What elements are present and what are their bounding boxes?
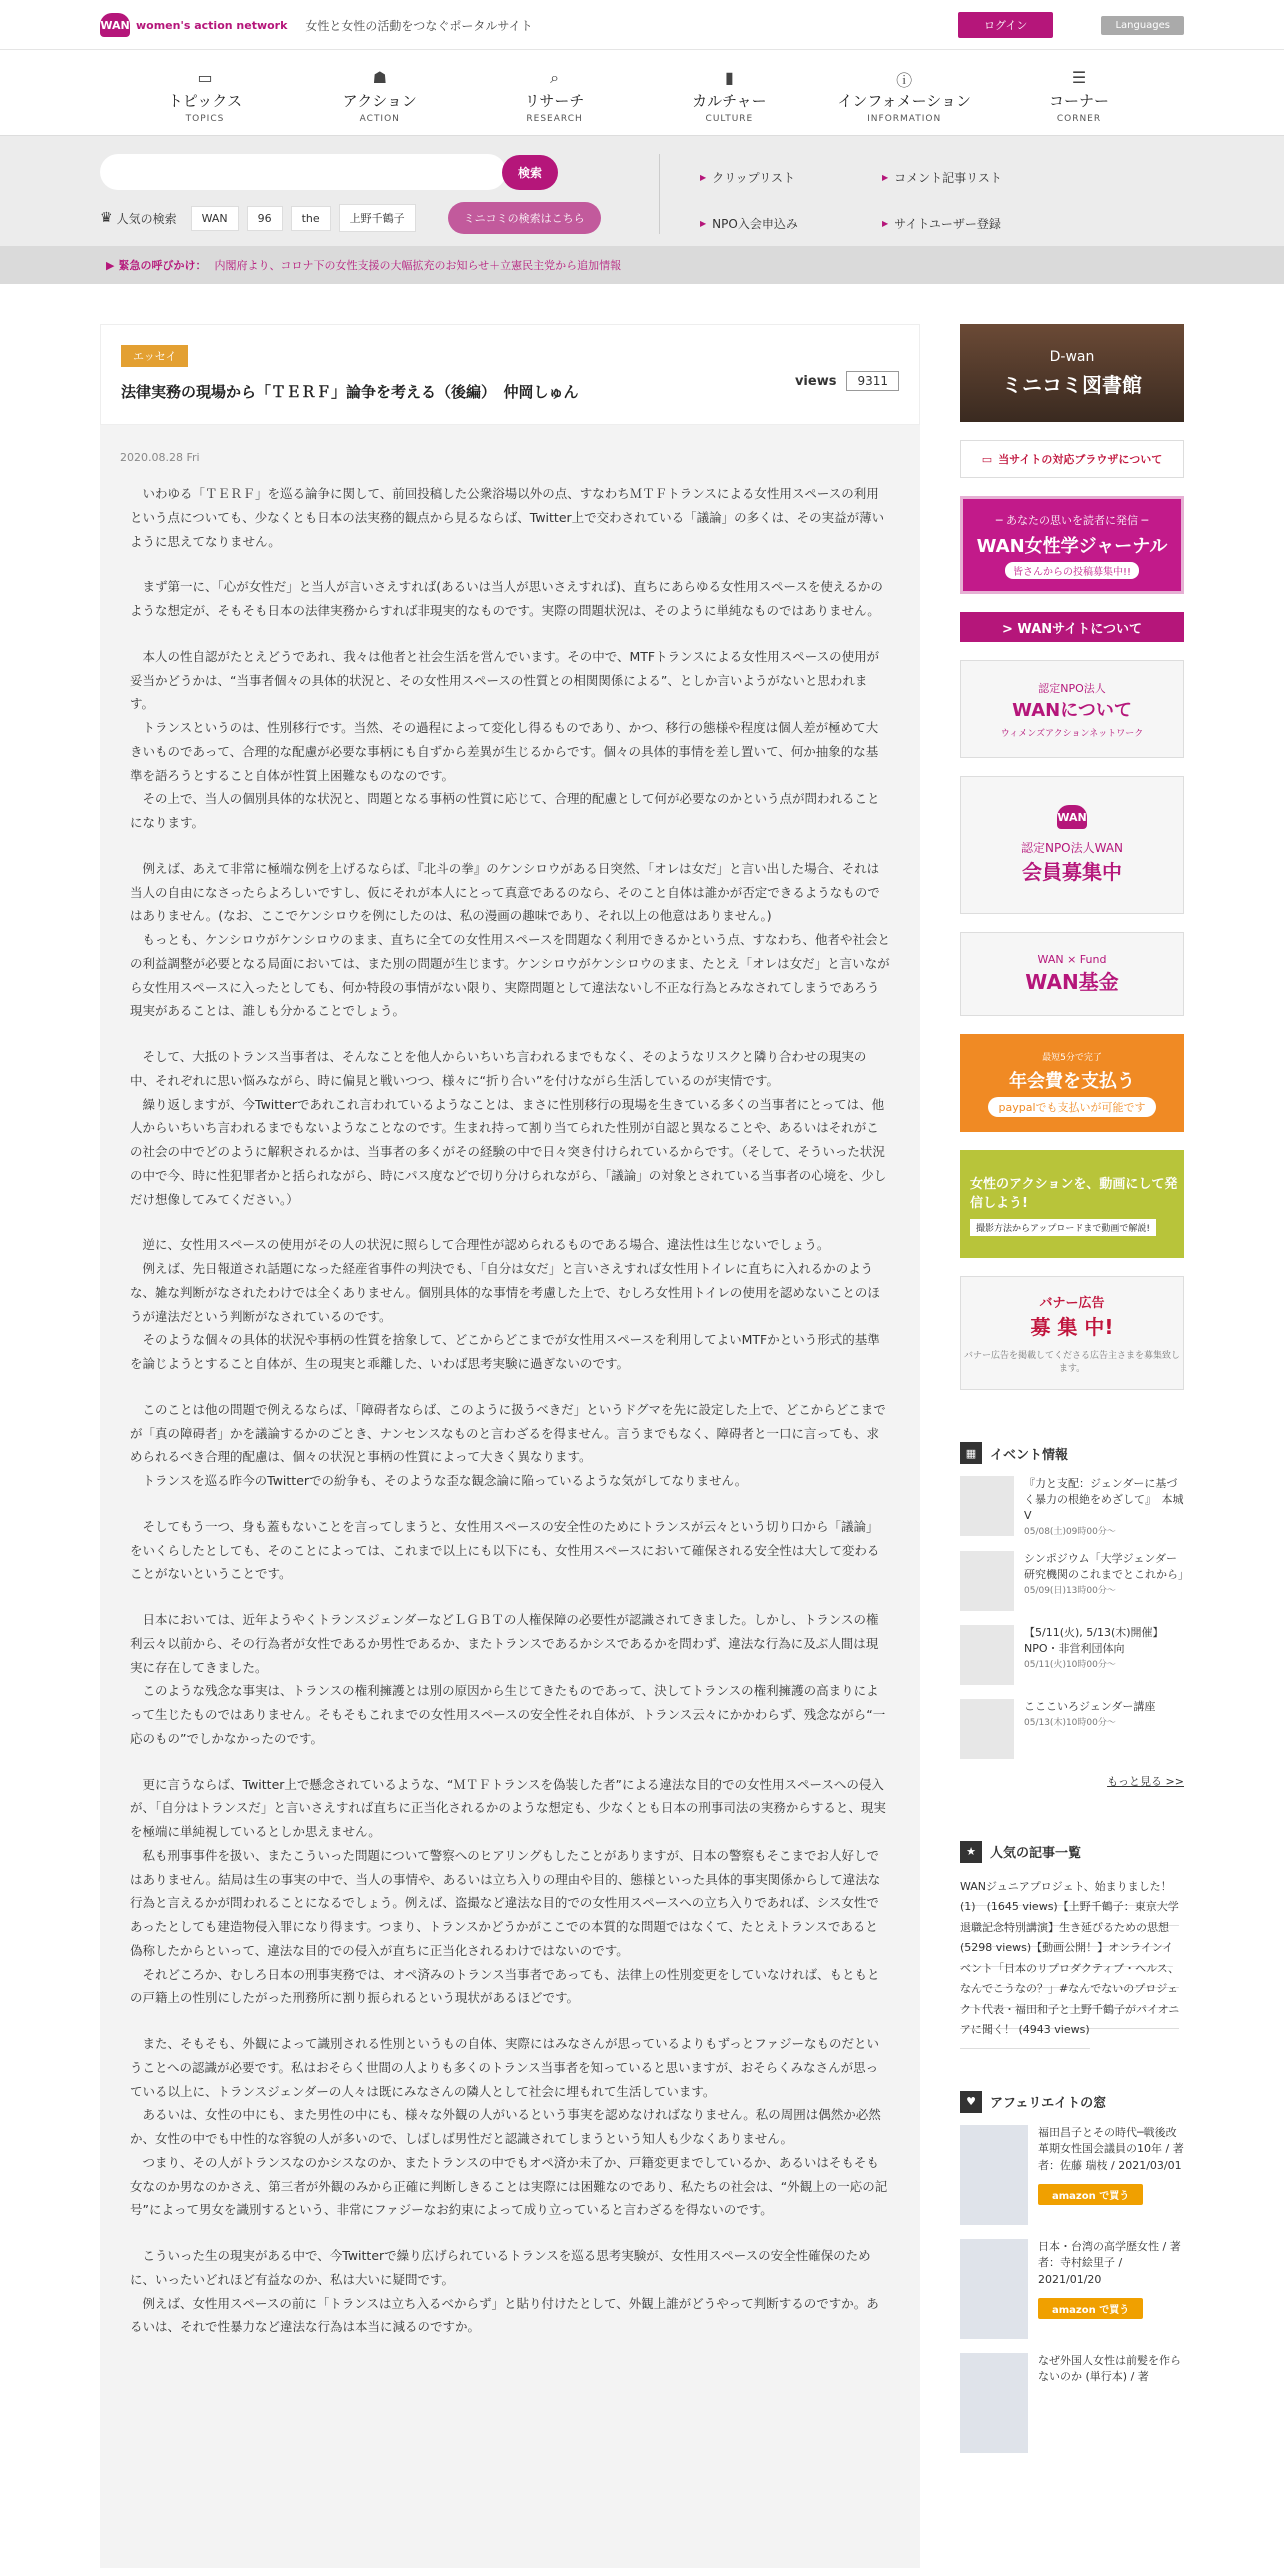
wan-fund-banner[interactable] — [960, 932, 1184, 1016]
event-date: 05/11(火)10時00分～ — [1024, 1659, 1116, 1670]
search-input[interactable] — [100, 154, 506, 190]
nav-sublabel: CULTURE — [705, 114, 754, 124]
nav-sublabel: INFORMATION — [867, 114, 942, 124]
nav-item-research[interactable] — [480, 50, 630, 124]
nav-item-culture[interactable] — [654, 50, 804, 124]
book-cover[interactable] — [960, 2125, 1028, 2225]
npo-caption: ウィメンズアクションネットワーク — [1000, 728, 1144, 739]
quick-links — [660, 154, 1052, 234]
login-button[interactable]: ログイン — [958, 12, 1053, 38]
triangle-icon: ▶ — [700, 172, 707, 182]
article-paragraph: 例えば、あえて非常に極端な例を上げるならば、『北斗の拳』のケンシロウがある日突然、「オレは女だ」と言い出した場合、それは当人の自由になさったらよろしいですし、仮にそれが本人にとって真意であるのなら、そのこと自体は誰かが否定できるようなものではありません。(なお、ここでケンシロウを例にしたのは、私の漫画の趣味であり、それ以上の他意はありません。) もっとも、ケンシロウがケンシロウのまま、直ちに全ての女性用スペースを問題なく利用できるかという点、すなわち、他者や社会との利益調整が必要となる局面においては、また別の問題が生じます。ケンシロウがケンシロウのまま、たとえ「オレは女だ」と言いながら女性用スペースに入ったとしても、何か特段の事情がない限り、実際問題として違法ないし不正な行為とみなされてしまうであろう現実があることは、誰しも分かることでしょう。 — [130, 860, 891, 1019]
triangle-icon: ▶ — [882, 172, 889, 182]
alert-icon: ▶ — [106, 258, 115, 272]
video-caption: 撮影方法からアップロードまで動画で解説! — [970, 1219, 1156, 1236]
events-heading — [960, 1442, 1184, 1464]
affiliate-title: 福田昌子とその時代─戦後改革期女性国会議員の10年 / 著者：佐藤 瑞枝 / 2021/03/01 — [1038, 2125, 1184, 2172]
views-counter — [795, 371, 899, 391]
library-label-2: ミニコミ図書館 — [1002, 372, 1142, 397]
article-paragraph: 日本においては、近年ようやくトランスジェンダーなどＬＧＢＴの人権保障の必要性が認識されてきました。しかし、トランスの権利云々以前から、その行為者が女性であるか男性であるか、またトランスであるかシスであるかを問わず、違法な行為に及ぶ人間は現実に存在してきました。 このような残念な事実は、トランスの権利擁護とは別の原因から生じてきたものであって、決してトランスの権利擁護の高まりによって生じたものではありません。そもそもこれまでの女性用スペースの安全性それ自体が、トランス云々にかかわらず、残念ながら“一応のもの”でしかなかったのです。 — [130, 1612, 886, 1746]
affiliate-item — [960, 2125, 1184, 2225]
monitor-icon: ▭ — [981, 452, 993, 466]
popular-heading — [960, 1841, 1184, 1863]
quick-link-label: クリップリスト — [712, 170, 795, 185]
article-body — [100, 474, 920, 2381]
event-title: 【5/11(火), 5/13(木)開催】NPO・非営利団体向 — [1024, 1625, 1164, 1655]
event-title: 『力と支配：ジェンダーに基づく暴力の根絶をめざして』 本城V — [1024, 1477, 1184, 1522]
events-title: イベント情報 — [990, 1447, 1069, 1463]
popular-search-text: 人気の検索 — [116, 211, 177, 226]
event-date: 05/08(土)09時00分～ — [1024, 1526, 1116, 1537]
affiliate-item — [960, 2239, 1184, 2339]
nav-sublabel: CORNER — [1056, 114, 1102, 124]
article-paragraph: まず第一に、「心が女性だ」と当人が言いさえすれば(あるいは当人が思いさえすれば)、直ちにあらゆる女性用スペースを使えるかのような想定が、そもそも日本の法律実務からすれば非現実的なものです。実際の問題状況は、そのように単純なものではありません。 — [130, 579, 883, 618]
member-title: 会員募集中 — [1022, 860, 1122, 884]
nav-culture-icon: ▮ — [724, 68, 734, 87]
nav-topics-icon: ▭ — [197, 68, 213, 87]
video-banner[interactable] — [960, 1150, 1184, 1258]
nav-information-icon: ⓘ — [896, 71, 913, 90]
annual-fee-banner[interactable] — [960, 1034, 1184, 1132]
about-wan-button[interactable]: > WANサイトについて — [960, 612, 1184, 642]
more-events-link[interactable]: もっと見る >> — [1107, 1774, 1184, 1788]
event-date: 05/09(日)13時00分～ — [1024, 1585, 1116, 1596]
popular-keyword[interactable]: 上野千鶴子 — [339, 204, 416, 232]
nav-corner-icon: ☰ — [1071, 68, 1087, 87]
article-paragraph: 逆に、女性用スペースの使用がその人の状況に照らして合理性が認められるものである場合、違法性は生じないでしょう。 例えば、先日報道され話題になった経産省事件の判決でも、「自分は女だ」と言いさえすれば女性用トイレに直ちに入れるかのような、雑な判断がなされたわけでは全くありません。個別具体的な事情を考慮した上で、むしろ女性用トイレの使用を認めないことのほうが違法だという判断がなされているのです。 そのような個々の具体的状況や事柄の性質を捨象して、どこからどこまでが女性用スペースを利用してよいMTFかという形式的基準を論じようとすること自体が、生の現実と乖離した、いわば思考実験に過ぎないのです。 — [130, 1237, 880, 1371]
category-badge[interactable]: エッセイ — [121, 345, 188, 367]
article-paragraph: 更に言うならば、Twitter上で懸念されているような、“ＭＴＦトランスを偽装した者”による違法な目的での女性用スペースへの侵入が、「自分はトランスだ」と言いさえすれば直ちに正当化されるかのような想定も、少なくとも日本の刑事司法の実務からすると、現実を極端に単純視しているとしか思えません。 私も刑事事件を扱い、またこういった問題について警察へのヒアリングもしたことがありますが、日本の警察もそこまでお人好しではありません。結局は生の事実の中で、当人の事情や、あるいは立ち入りの理由や目的、態様といった具体的事実関係からして違法な行為と言えるかが問われることになるでしょう。例えば、盗撮など違法な目的での女性用スペースへの立ち入りであれば、シス女性であったとしても建造物侵入罪になり得ます。つまり、トランスかどうかがここでの本質的な問題ではなくて、たとえトランスであると偽称したからといって、違法な目的での侵入が直ちに正当化されるわけではないのです。 それどころか、むしろ日本の刑事実務では、オペ済みのトランス当事者であっても、法律上の性別変更をしていなければ、もともとの戸籍上の性別にしたがった刑務所に割り振られるという現状があるほどです。 — [130, 1776, 886, 2006]
library-label-1: D-wan — [1049, 348, 1095, 365]
triangle-icon: ▶ — [700, 218, 707, 228]
article-paragraph: このことは他の問題で例えるならば、「障碍者ならば、このように扱うべきだ」というドグマを先に設定した上で、どこからどこまでが「真の障碍者」かを議論するかのごとき、ナンセンスなものと言わざるを得ません。言うまでもなく、障碍者と一口に言っても、求められるべき合理的配慮は、個々の状況と事柄の性質によって大きく異なります。 トランスを巡る昨今のTwitterでの紛争も、そのような歪な観念論に陥っているような気がしてなりません。 — [130, 1401, 886, 1488]
affiliate-heading — [960, 2091, 1184, 2113]
nav-item-action[interactable] — [305, 50, 455, 124]
top-bar — [0, 0, 1284, 50]
member-recruit-banner[interactable] — [960, 776, 1184, 914]
event-item[interactable] — [960, 1551, 1189, 1611]
affiliate-title: なぜ外国人女性は前髪を作らないのか (単行本) / 著 — [1038, 2353, 1181, 2384]
article-paragraph: また、そもそも、外観によって識別される性別というもの自体、実際にはみなさんが思っているよりもずっとファジーなものだということへの認識が必要です。私はおそらく世間の人よりも多くのトランス当事者を知っていると思いますが、おそらくみなさんが思っている以上に、トランスジェンダーの人々は既にみなさんの隣人として社会に埋もれて生活しています。 あるいは、女性の中にも、また男性の中にも、様々な外観の人がいるという事実を認めなければなりません。私の周囲は偶然か必然か、女性の中でも中性的な容貌の人が多いので、しばしば男性だと認識されてしまうという知人も少なくありません。 つまり、その人がトランスなのかシスなのか、またトランスの中でもオペ済か未了か、戸籍変更までしているか、あるいはそもそも女なのか男なのかさえ、第三者が外観のみから正確に判断しきることは実際には困難なのであり、私たちの社会は、“外観上の一応の記号”によって男女を識別するという、非常にファジーなお約束によって成り立っていると言わざるを得ないのです。 — [130, 2036, 888, 2218]
member-sub: 認定NPO法人WAN — [1020, 841, 1124, 855]
video-title: 女性のアクションを、動画にして発信しよう! — [970, 1176, 1178, 1211]
nav-action-icon: ☗ — [372, 68, 387, 87]
views-count: 9311 — [846, 371, 899, 391]
nav-label: トピックス — [167, 92, 243, 110]
affiliate-title: 日本・台湾の高学歴女性 / 著者：寺村絵里子 / 2021/01/20 — [1038, 2239, 1181, 2286]
minikomi-search-button[interactable]: ミニコミの検索はこちら — [448, 202, 601, 234]
nav-item-corner[interactable] — [1004, 50, 1154, 124]
popular-keyword[interactable]: the — [291, 206, 331, 231]
languages-button[interactable]: Languages — [1101, 16, 1184, 35]
journal-title: WAN女性学ジャーナル — [976, 535, 1168, 557]
article-header — [100, 324, 920, 425]
site-logo[interactable] — [100, 13, 287, 37]
article-paragraph: そして、大抵のトランス当事者は、そんなことを他人からいちいち言われるまでもなく、そのようなリスクと隣り合わせの現実の中、それぞれに思い悩みながら、時に偏見と戦いつつ、様々に“折り合い”を付けながら生活しているのが実情です。 繰り返しますが、今Twitterであれこれ言われているようなことは、まさに性別移行の現場を生きている多くの当事者にとっては、他人からいちいち言われるまでもないようなことなのです。生まれ持って割り当てられた性別が自認と異なることや、あるいはそれがこの社会の中でどのように解釈されるかは、当事者の多くがその経験の中で日々突き付けられているからです。（そして、そういった状況の中で今、時に性犯罪者かと括られながら、時にパス度などで切り分けられながら、「議論」の対象とされている当事者の心境を、少しだけ想像してみてください。） — [130, 1049, 887, 1207]
views-label: views — [794, 373, 837, 389]
logo-text: women's action network — [136, 18, 288, 32]
main-nav — [0, 50, 1284, 136]
ad-caption: バナー広告を掲載してくださる広告主さまを募集致します。 — [963, 1351, 1180, 1374]
event-title: シンポジウム「大学ジェンダー研究機関のこれまでとこれから」 — [1024, 1551, 1189, 1581]
article-date: 2020.08.28 Fri — [120, 451, 200, 464]
wan-logo-icon: WAN — [1057, 805, 1087, 829]
event-item[interactable] — [960, 1625, 1184, 1685]
ad-sub: バナー広告 — [1039, 1296, 1105, 1311]
emergency-link[interactable]: 内閣府より、コロナ下の女性支援の大幅拡充のお知らせ＋立憲民主党から追加情報 — [214, 259, 622, 272]
event-thumbnail — [960, 1551, 1014, 1611]
npo-sub: 認定NPO法人 — [1038, 681, 1106, 695]
quick-link-label: NPO入会申込み — [712, 216, 798, 231]
nav-label: カルチャー — [692, 92, 767, 110]
event-date: 05/13(木)10時00分～ — [1024, 1717, 1116, 1728]
book-cover[interactable] — [960, 2239, 1028, 2339]
popular-title: 人気の記事一覧 — [990, 1846, 1082, 1862]
event-thumbnail — [960, 1625, 1014, 1685]
calendar-icon: ▦ — [960, 1442, 982, 1464]
nav-item-topics[interactable] — [130, 50, 280, 124]
nav-sublabel: ACTION — [359, 114, 400, 124]
article-title: 法律実務の現場から「ＴＥＲＦ」論争を考える（後編） 仲岡しゅん — [121, 383, 579, 401]
nav-label: インフォメーション — [837, 92, 972, 110]
popular-article-link[interactable]: WANジュニアプロジェト、始まりました！ (1) (1645 views) — [960, 1868, 1172, 1927]
affiliate-item — [960, 2353, 1184, 2453]
popular-keyword[interactable]: 96 — [247, 206, 283, 231]
ad-title: 募 集 中! — [1030, 1315, 1114, 1339]
article-paragraph: そしてもう一つ、身も蓋もないことを言ってしまうと、女性用スペースの安全性のためにトランスが云々という切り口から「議論」をいくらしたとしても、そのことによっては、これまで以上にも以下にも、女性用スペースにおいて確保される安全性は大して変わることがないということです。 — [130, 1518, 880, 1582]
npo-title: WANについて — [1012, 699, 1132, 721]
affiliate-list — [960, 2125, 1184, 2453]
article — [100, 324, 920, 2568]
crown-icon: ♛ — [100, 210, 113, 226]
sidebar — [960, 324, 1189, 2568]
nav-sublabel: TOPICS — [185, 114, 225, 124]
event-list — [960, 1476, 1189, 1759]
popular-keyword[interactable]: WAN — [191, 206, 239, 231]
journal-sub: ─ あなたの思いを読者に発信 ─ — [995, 513, 1149, 527]
journal-banner[interactable] — [960, 496, 1184, 594]
popular-article-link[interactable]: 【上野千鶴子：東京大学退職記念特別講演】生き延びるための思想 (5298 views) — [960, 1888, 1179, 1967]
npo-about-banner[interactable] — [960, 660, 1184, 758]
nav-item-information[interactable] — [829, 50, 979, 124]
heart-icon: ♥ — [960, 2091, 982, 2113]
article-paragraph: 本人の性自認がたとえどうであれ、我々は他者と社会生活を営んでいます。その中で、MTFトランスによる女性用スペースの使用が妥当かどうかは、“当事者個々の具体的状況と、その女性用スペースの性質との相関関係による”、としか言いようがないと思われます。 トランスというのは、性別移行です。当然、その過程によって変化し得るものであり、かつ、移行の態様や程度は個人差が極めて大きいものであって、合理的な配慮が必要な事柄にも自ずから差異が生じるからです。個々の具体的事情を差し置いて、何か抽象的な基準を語ろうとすること自体が性質上困難なものなのです。 その上で、当人の個別具体的な状況と、問題となる事柄の性質に応じて、合理的配慮として何が必要なのかという点が問われることになります。 — [130, 648, 880, 830]
event-item[interactable] — [960, 1699, 1184, 1759]
amazon-buy-button[interactable]: amazon で買う — [1038, 2184, 1143, 2205]
nav-sublabel: RESEARCH — [526, 114, 583, 124]
event-thumbnail — [960, 1476, 1014, 1536]
article-paragraph: いわゆる「ＴＥＲＦ」を巡る論争に関して、前回投稿した公衆浴場以外の点、すなわちＭＴＦトランスによる女性用スペースの利用という点についても、少なくとも日本の法実務的観点から見るならば、Twitter上で交わされている「議論」の多くは、その実益が薄いように思えてなりません。 — [130, 486, 885, 549]
quick-link-label: サイトユーザー登録 — [894, 216, 1001, 231]
event-title: こここいろジェンダー講座 — [1024, 1699, 1156, 1713]
fee-title: 年会費を支払う — [1009, 1070, 1135, 1092]
emergency-bar — [0, 246, 1284, 284]
nav-label: リサーチ — [524, 92, 585, 110]
amazon-buy-button[interactable]: amazon で買う — [1038, 2298, 1143, 2319]
banner-ad-recruit[interactable] — [960, 1276, 1184, 1390]
event-item[interactable] — [960, 1476, 1184, 1537]
fund-sub: WAN × Fund — [1037, 953, 1107, 966]
article-paragraph: こういった生の現実がある中で、今Twitterで繰り広げられているトランスを巡る思考実験が、女性用スペースの安全性確保のために、いったいどれほど有益なのか、私は大いに疑問です。 例えば、女性用スペースの前に「トランスは立ち入るべからず」と貼り付けたとして、外観上誰がどうやって判断するのですか。あるいは、それで性暴力など違法な行為は本当に減るのですか。 — [130, 2248, 879, 2335]
popular-article-link[interactable]: 【動画公開！】オンラインイベント「日本のリプロダクティブ・ヘルス、なんでこうなの？」#なんでないのプロジェクト代表・福田和子と上野千鶴子がパイオニアに聞く！ (4943 views) — [960, 1929, 1179, 2049]
nav-label: コーナー — [1048, 92, 1109, 110]
event-thumbnail — [960, 1699, 1014, 1759]
nav-research-icon: ⌕ — [550, 68, 560, 87]
fund-title: WAN基金 — [1025, 970, 1119, 994]
popular-search-label — [100, 210, 177, 227]
quick-link[interactable] — [882, 212, 1052, 234]
search-button[interactable]: 検索 — [502, 155, 558, 190]
quick-link-label: コメント記事リスト — [894, 170, 1002, 185]
star-icon: ★ — [960, 1841, 982, 1863]
minikomi-library-banner[interactable] — [960, 324, 1184, 422]
nav-label: アクション — [342, 92, 417, 110]
book-cover[interactable] — [960, 2353, 1028, 2453]
affiliate-title: アフェリエイトの窓 — [990, 2096, 1107, 2112]
quick-link[interactable] — [882, 166, 1052, 188]
fee-sub: 最短5分で完了 — [1042, 1052, 1102, 1063]
triangle-icon: ▶ — [882, 218, 889, 228]
browser-support-text: 当サイトの対応ブラウザについて — [998, 453, 1163, 466]
wan-logo-mark: WAN — [100, 13, 130, 37]
quick-link[interactable] — [700, 166, 870, 188]
emergency-label: 緊急の呼びかけ： — [118, 259, 207, 272]
site-tagline: 女性と女性の活動をつなぐポータルサイト — [305, 18, 533, 33]
journal-call: 皆さんからの投稿募集中!! — [1005, 562, 1139, 579]
fee-paypal: paypalでも支払いが可能です — [988, 1097, 1155, 1117]
browser-support-banner[interactable] — [960, 440, 1184, 478]
quick-link[interactable] — [700, 212, 870, 234]
popular-list — [960, 1875, 1184, 2039]
search-area — [0, 136, 1284, 246]
